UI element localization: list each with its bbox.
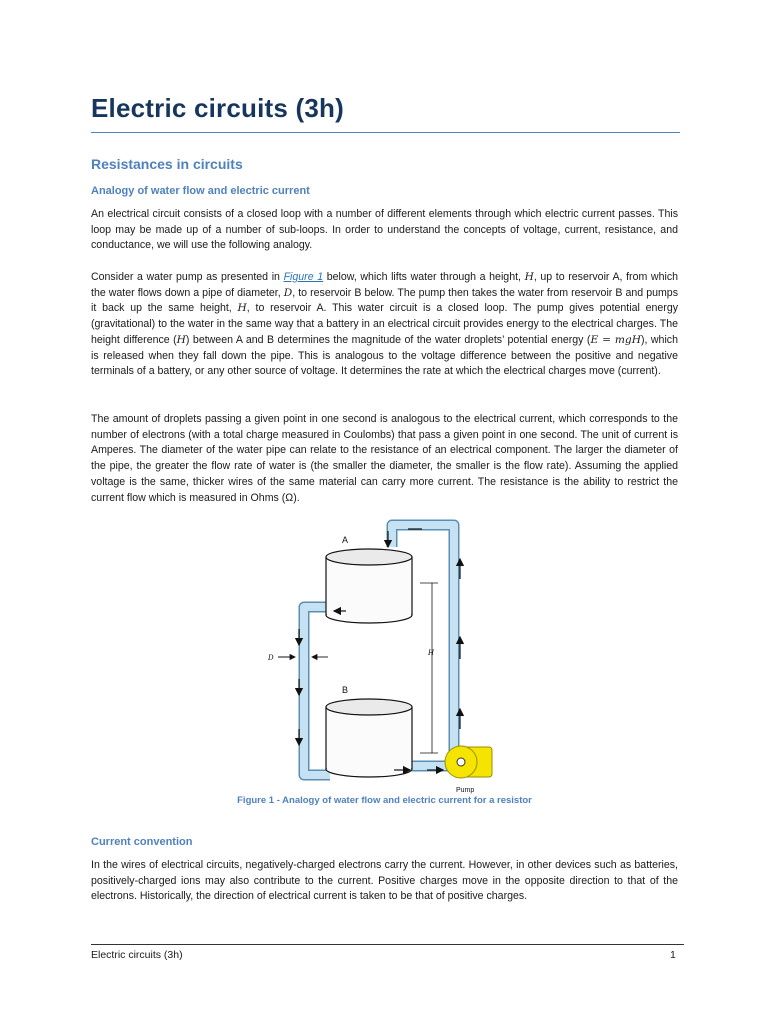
label-reservoir-b: B [342, 685, 349, 695]
subsection-heading-analogy: Analogy of water flow and electric current [91, 185, 310, 197]
water-circuit-figure [262, 519, 502, 794]
paragraph-intro: An electrical circuit consists of a closed loop with a number of different elements through which electric current passes. This loop may be made up of a number of sub-loops. In order to understand the concepts of voltage, current, resistance, and conductance, we will use the following analogy. [91, 208, 678, 252]
paragraph-water-pump: Consider a water pump as presented in Figure 1 below, which lifts water through a height, H, up to reservoir A, from which the water flows down a pipe of diameter, D, to reservoir B below. The pump then takes the water from reservoir B and pumps it back up the same height, H, to reservoir A. This water circuit is a closed loop. The pump gives potential energy (gravitational) to the water in the same way that a battery in an electrical circuit provides energy to the electrical charges. The height difference (H) between A and B determines the magnitude of the water droplets’ potential energy (E = mgH), which is released when they fall down the pipe. This is analogous to the voltage difference between the positive and negative terminals of a battery, or any other source of voltage. It determines the rate at which the electrical charges move (current). [91, 271, 679, 378]
paragraph-current: The amount of droplets passing a given point in one second is analogous to the electrical current, which corresponds to the number of electrons (with a total charge measured in Coulombs) that pass a given point in one second. The unit of current is Amperes. The diameter of the water pipe can relate to the resistance of an electrical component. The larger the diameter of the pipe, the greater the flow rate of water is (the smaller the diameter, the smaller is the flow rate). Assuming the applied voltage is the same, thicker wires of the same material can carry more current. The resistance is the ability to restrict the current flow which is measured in Ohms (Ω). [91, 413, 678, 504]
reservoir-a [326, 549, 412, 623]
height-indicator [420, 583, 438, 753]
label-reservoir-a: A [342, 535, 349, 545]
page-number: 1 [670, 949, 676, 961]
document-title: Electric circuits (3h) [91, 93, 344, 123]
section-heading: Resistances in circuits [91, 156, 243, 172]
label-height: H [428, 649, 435, 657]
label-diameter: D [268, 654, 274, 662]
label-pump: Pump [456, 787, 475, 794]
title-underline [91, 132, 680, 133]
pump [445, 746, 492, 778]
footer-title: Electric circuits (3h) [91, 949, 183, 961]
figure-caption: Figure 1 - Analogy of water flow and electric current for a resistor [237, 795, 532, 806]
paragraph-current-convention: In the wires of electrical circuits, negatively-charged electrons carry the current. However, in other devices such as batteries, positively-charged ions may also contribute to the current. Positive charges move in the opposite direction to that of the electrons. Historically, the direction of electrical current is taken to be that of positive charges. [91, 859, 678, 903]
figure-1-link[interactable]: Figure 1 [283, 271, 324, 283]
footer-rule [91, 944, 684, 945]
reservoir-b [326, 699, 412, 777]
subsection-heading-current-convention: Current convention [91, 836, 193, 848]
